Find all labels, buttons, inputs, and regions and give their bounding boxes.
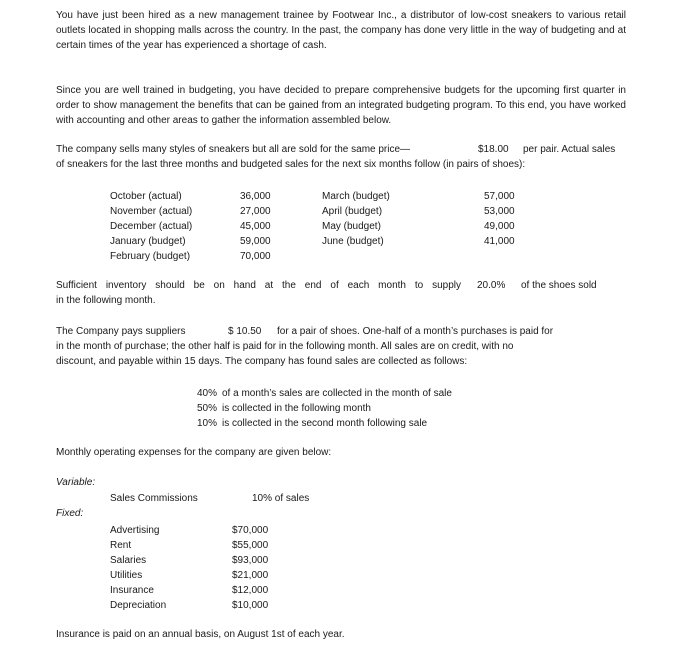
budgeting-paragraph: Since you are well trained in budgeting, you have decided to prepare comprehensive budgets for the upcoming first quarter in order to show management the benefits that can be gained from an integrated budgeting program. To this end, you have worked with accounting and other areas to gather the information assembled below. (56, 85, 626, 126)
collection-percent: 40% (197, 388, 218, 399)
collection-percents (197, 386, 217, 431)
collection-percent: 50% (197, 403, 218, 414)
collection-text: is collected in the following month (222, 403, 371, 414)
sales-right-months (322, 189, 390, 249)
sales-qty: 49,000 (484, 221, 515, 232)
inventory-post: of the shoes sold (521, 280, 597, 291)
fixed-label: Fixed: (56, 508, 84, 519)
fixed-expense-amount: $55,000 (232, 540, 269, 551)
fixed-expense-amount: $12,000 (232, 585, 269, 596)
supplier-cost: $ 10.50 (228, 326, 262, 337)
collection-text: of a month’s sales are collected in the month of sale (222, 388, 452, 399)
sales-commissions-rate: 10% of sales (252, 493, 310, 504)
collection-text: is collected in the second month following sale (222, 418, 428, 429)
price-line2: of sneakers for the last three months and budgeted sales for the next six months follow (in pairs of shoes): (56, 159, 526, 170)
sales-left-qty (240, 189, 271, 264)
suppliers-pre: The Company pays suppliers (56, 326, 186, 337)
sales-month: June (budget) (322, 236, 384, 247)
sales-qty: 53,000 (484, 206, 515, 217)
fixed-expense-name: Utilities (110, 570, 143, 581)
fixed-expense-name: Advertising (110, 525, 160, 536)
collection-percent: 10% (197, 418, 218, 429)
sales-month: December (actual) (110, 221, 193, 232)
sales-left-months (110, 189, 192, 264)
sales-month: March (budget) (322, 191, 390, 202)
inventory-line2: in the following month. (56, 295, 156, 306)
sales-qty: 36,000 (240, 191, 271, 202)
sales-month: April (budget) (322, 206, 383, 217)
fixed-expense-name: Insurance (110, 585, 154, 596)
sales-qty: 45,000 (240, 221, 271, 232)
sales-month: May (budget) (322, 221, 381, 232)
price-amount: $18.00 (478, 144, 509, 155)
sales-commissions-label: Sales Commissions (110, 493, 198, 504)
fixed-expense-name: Depreciation (110, 600, 167, 611)
insurance-note: Insurance is paid on an annual basis, on August 1st of each year. (56, 629, 345, 640)
fixed-expense-amount: $70,000 (232, 525, 269, 536)
intro-paragraph: You have just been hired as a new management trainee by Footwear Inc., a distributor of low-cost sneakers to various retail outlets located in shopping malls across the country. In the past, the company has done very little in the way of budgeting and at certain times of the year has experienced a shortage of cash. (56, 10, 626, 51)
sales-month: October (actual) (110, 191, 182, 202)
fixed-expense-amount: $21,000 (232, 570, 269, 581)
price-line1-pre: The company sells many styles of sneakers but all are sold for the same price— (56, 144, 411, 155)
sales-qty: 27,000 (240, 206, 271, 217)
sales-qty: 57,000 (484, 191, 515, 202)
sales-month: November (actual) (110, 206, 193, 217)
fixed-expense-amount: $93,000 (232, 555, 269, 566)
price-line1-post: per pair. Actual sales (523, 144, 616, 155)
suppliers-line2: in the month of purchase; the other half is paid for in the following month. All sales are on credit, with no (56, 341, 514, 352)
suppliers-post: for a pair of shoes. One-half of a month’s purchases is paid for (277, 326, 554, 337)
collection-texts (222, 386, 452, 431)
fixed-expense-name: Rent (110, 540, 132, 551)
variable-label: Variable: (56, 477, 96, 488)
fixed-expense-names (110, 523, 166, 613)
fixed-expense-amount: $10,000 (232, 600, 269, 611)
sales-month: January (budget) (110, 236, 186, 247)
sales-qty: 59,000 (240, 236, 271, 247)
fixed-expense-name: Salaries (110, 555, 147, 566)
suppliers-line3: discount, and payable within 15 days. The company has found sales are collected as follows: (56, 356, 468, 367)
inventory-pre: Sufficient inventory should be on hand at the end of each month to supply (56, 280, 461, 291)
sales-qty: 70,000 (240, 251, 271, 262)
sales-month: February (budget) (110, 251, 191, 262)
fixed-expense-amounts (232, 523, 268, 613)
inventory-percent: 20.0% (477, 280, 506, 291)
sales-qty: 41,000 (484, 236, 515, 247)
sales-right-qty (484, 189, 515, 249)
expenses-intro: Monthly operating expenses for the company are given below: (56, 447, 332, 458)
